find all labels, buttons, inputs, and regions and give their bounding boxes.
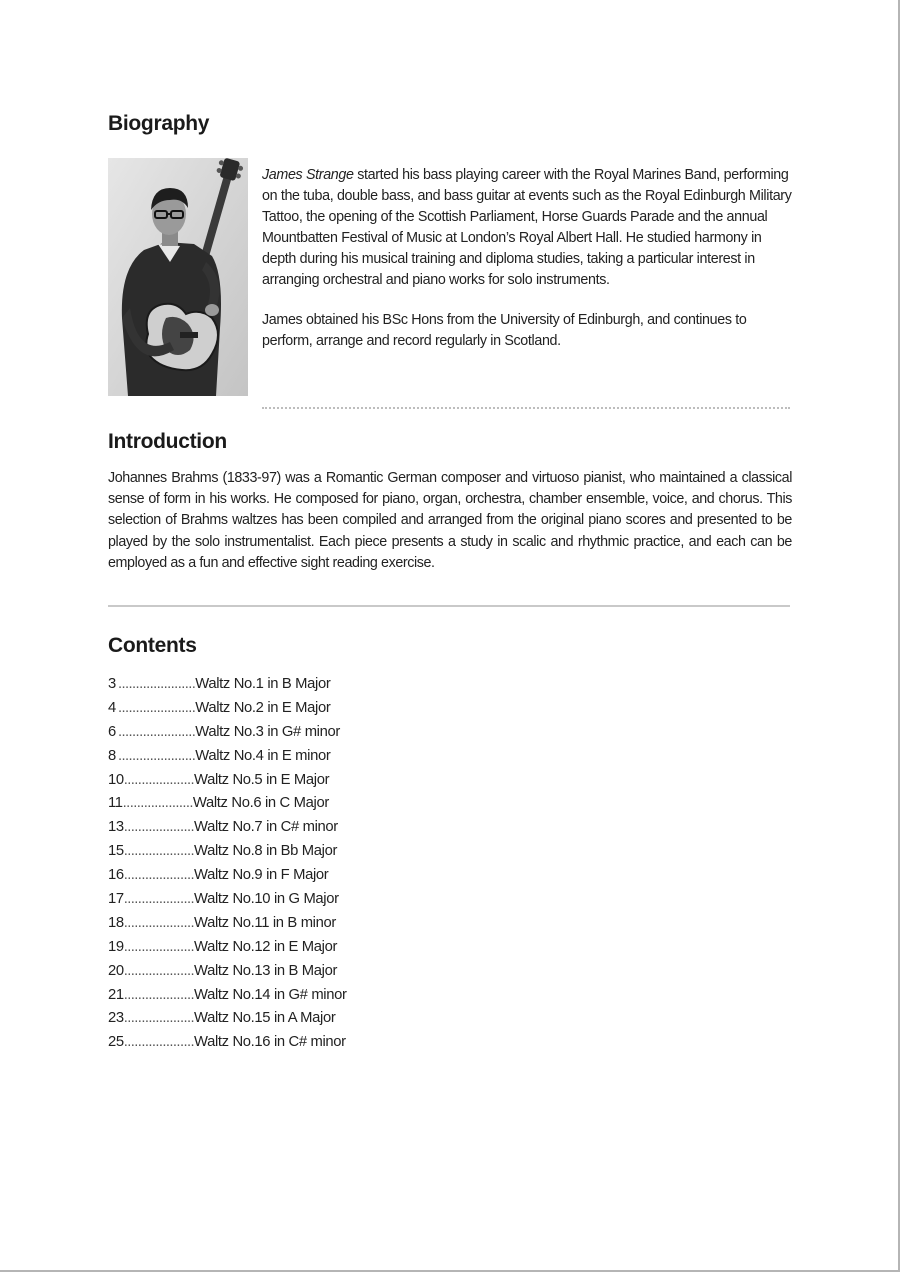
contents-title: Waltz No.6 in C Major [192, 795, 329, 812]
contents-list [108, 673, 347, 1055]
contents-page-number: 6 [108, 723, 116, 740]
contents-leader: .................... [123, 914, 194, 931]
contents-leader: ...................... [118, 747, 196, 764]
contents-page-number: 10 [108, 771, 124, 788]
contents-title: Waltz No.3 in G# minor [195, 723, 340, 740]
contents-item[interactable] [108, 792, 347, 816]
contents-page-number: 11 [108, 795, 123, 812]
contents-page-number: 20 [108, 962, 124, 979]
contents-item[interactable] [108, 1007, 347, 1031]
contents-leader: .................... [123, 1010, 194, 1027]
biography-heading: Biography [108, 112, 210, 135]
contents-leader: .................... [123, 938, 194, 955]
contents-item[interactable] [108, 769, 347, 793]
introduction-heading: Introduction [108, 430, 227, 453]
contents-leader: .................... [123, 891, 194, 908]
contents-title: Waltz No.2 in E Major [195, 699, 331, 716]
contents-title: Waltz No.11 in B minor [194, 914, 336, 931]
contents-item[interactable] [108, 1031, 347, 1055]
introduction-text: Johannes Brahms (1833-97) was a Romantic German composer and virtuoso pianist, who maintained a classical sense of form in his works. He composed for piano, organ, orchestra, chamber ensemble, voice, and chorus. This selection of Brahms waltzes has been compiled and arranged from the original piano scores and presented to be played by the solo instrumentalist. Each piece presents a study in scalic and rhythmic practice, and each can be employed as a fun and effective sight reading exercise. [108, 470, 792, 571]
contents-heading: Contents [108, 634, 197, 657]
contents-item[interactable] [108, 888, 347, 912]
contents-page-number: 4 [108, 699, 116, 716]
contents-title: Waltz No.7 in C# minor [194, 819, 338, 836]
contents-page-number: 3 [108, 676, 116, 692]
contents-title: Waltz No.13 in B Major [194, 962, 338, 979]
author-photo [108, 158, 248, 396]
contents-page-number: 25 [108, 1034, 124, 1051]
contents-page-number: 15 [108, 843, 124, 860]
contents-title: Waltz No.8 in Bb Major [194, 843, 338, 860]
contents-title: Waltz No.5 in E Major [194, 771, 330, 788]
contents-leader: ...................... [118, 699, 196, 716]
contents-leader: .................... [123, 986, 194, 1003]
contents-leader: .................... [122, 795, 193, 812]
contents-leader: .................... [123, 843, 194, 860]
contents-item[interactable] [108, 936, 347, 960]
contents-page-number: 17 [108, 891, 124, 908]
contents-item[interactable] [108, 745, 347, 769]
biography-paragraph-1 [262, 165, 792, 290]
contents-title: Waltz No.12 in E Major [194, 938, 338, 955]
contents-leader: .................... [123, 1034, 194, 1051]
contents-title: Waltz No.15 in A Major [194, 1010, 336, 1027]
contents-page-number: 18 [108, 914, 124, 931]
contents-leader: ...................... [118, 676, 196, 692]
contents-leader: .................... [123, 771, 194, 788]
author-name: James Strange [262, 167, 354, 183]
contents-item[interactable] [108, 816, 347, 840]
contents-page-number: 21 [108, 986, 124, 1003]
contents-item[interactable] [108, 912, 347, 936]
contents-page-number: 19 [108, 938, 124, 955]
contents-title: Waltz No.1 in B Major [195, 676, 331, 692]
contents-item[interactable] [108, 840, 347, 864]
contents-title: Waltz No.16 in C# minor [194, 1034, 346, 1051]
contents-leader: ...................... [118, 723, 196, 740]
biography-paragraph-1-text: started his bass playing career with the Royal Marines Band, performing on the tuba, double bass, and bass guitar at events such as the Royal Edinburgh Military Tattoo, the opening of the Scottish Parliament, Horse Guards Parade and the annual Mountbatten Festival of Music at London’s Royal Albert Hall. He studied harmony in depth during his musical training and diploma studies, taking a particular interest in arranging orchestral and piano works for solo instruments. [262, 167, 792, 288]
contents-title: Waltz No.14 in G# minor [194, 986, 347, 1003]
contents-title: Waltz No.9 in F Major [194, 867, 329, 884]
biography-text [262, 165, 792, 352]
contents-item[interactable] [108, 697, 347, 721]
contents-item[interactable] [108, 960, 347, 984]
contents-page-number: 8 [108, 747, 116, 764]
bass-player-photo-image [108, 158, 248, 396]
contents-leader: .................... [123, 962, 194, 979]
contents-leader: .................... [123, 819, 194, 836]
biography-paragraph-2: James obtained his BSc Hons from the University of Edinburgh, and continues to perform, arrange and record regularly in Scotland. [262, 312, 747, 350]
contents-title: Waltz No.10 in G Major [194, 891, 339, 908]
contents-page-number: 13 [108, 819, 124, 836]
biography-divider [262, 407, 790, 409]
contents-item[interactable] [108, 864, 347, 888]
contents-leader: .................... [123, 867, 194, 884]
contents-page-number: 16 [108, 867, 124, 884]
contents-item[interactable] [108, 984, 347, 1008]
introduction-divider [108, 605, 790, 607]
contents-item[interactable] [108, 721, 347, 745]
contents-page-number: 23 [108, 1010, 124, 1027]
contents-title: Waltz No.4 in E minor [195, 747, 331, 764]
contents-item[interactable] [108, 673, 347, 697]
